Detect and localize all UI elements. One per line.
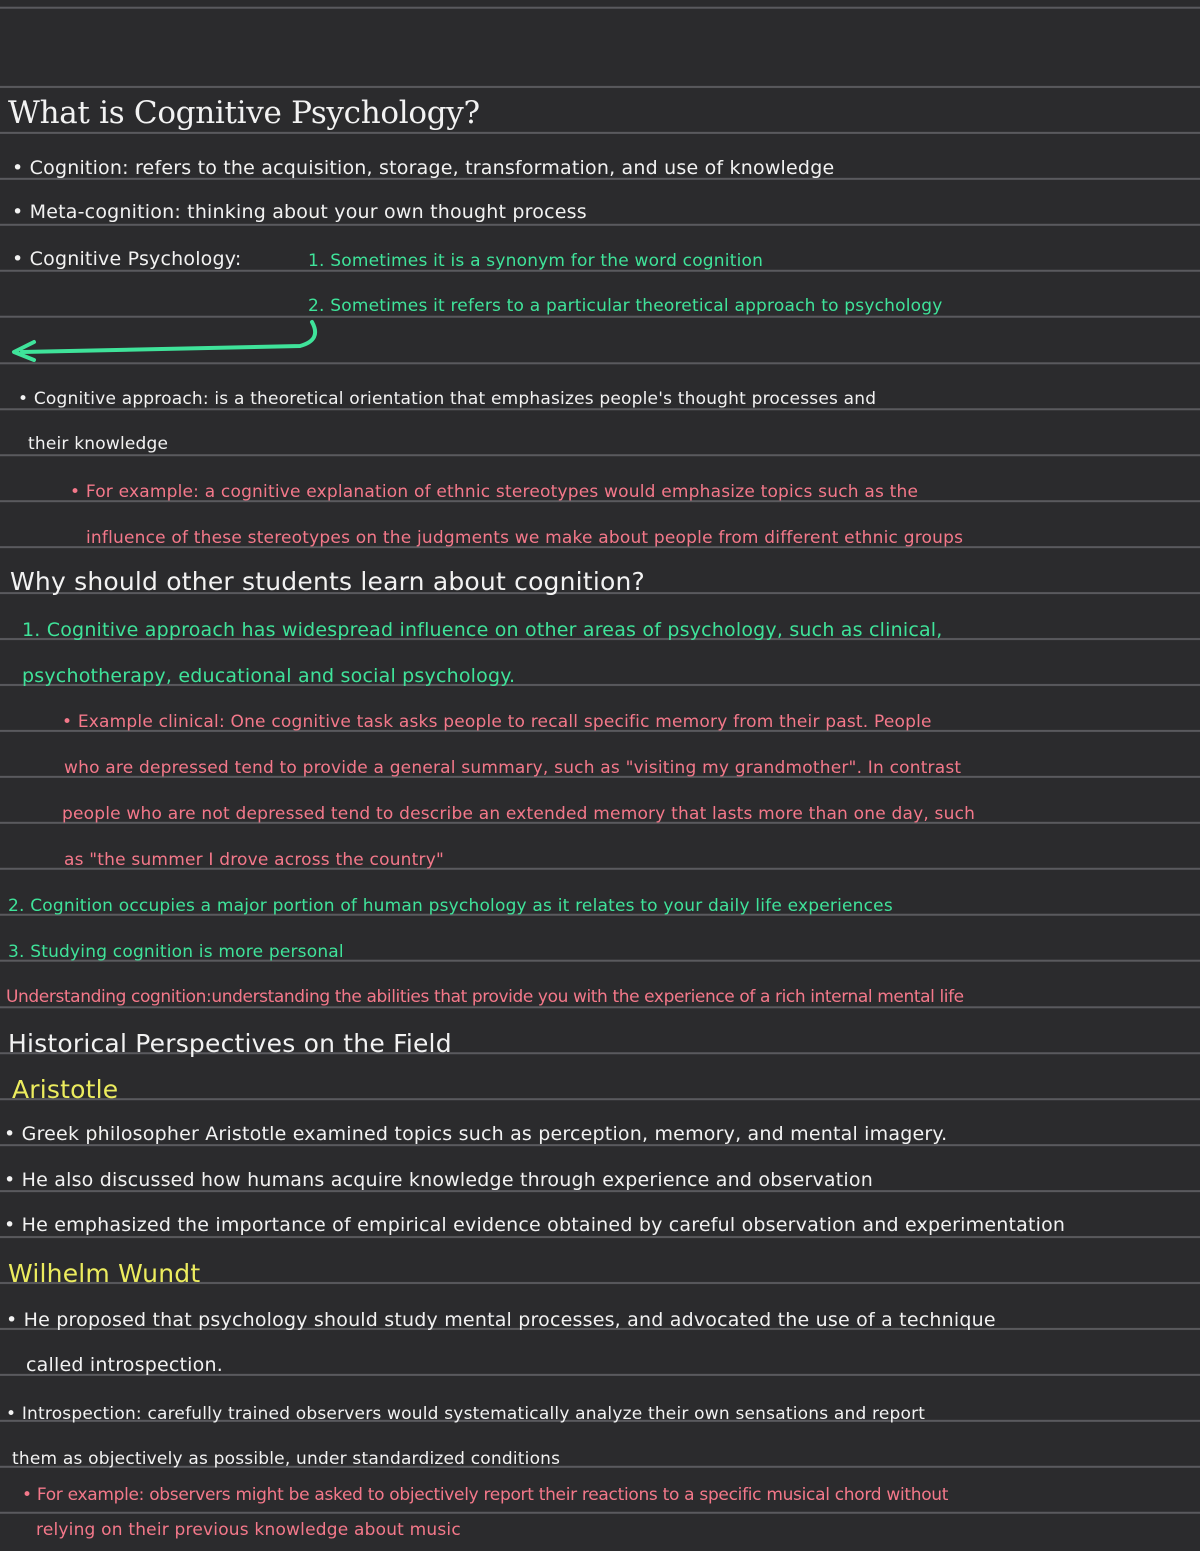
stereotype-example-line-1: • For example: a cognitive explanation of ethnic stereotypes would emphasize topics such as the	[70, 482, 919, 502]
wundt-example-line-1: • For example: observers might be asked to objectively report their reactions to a specific musical chord without	[22, 1485, 949, 1505]
understanding-cognition: Understanding cognition:understanding the abilities that provide you with the experience of a rich internal mental life	[6, 987, 964, 1007]
wundt-point-1-line-2: called introspection.	[26, 1354, 223, 1376]
reason-1-line-1: 1. Cognitive approach has widespread influence on other areas of psychology, such as clinical,	[22, 619, 943, 641]
reason-2: 2. Cognition occupies a major portion of human psychology as it relates to your daily life experiences	[8, 896, 893, 916]
cognitive-approach-line-1: • Cognitive approach: is a theoretical orientation that emphasizes people's thought processes and	[18, 389, 877, 409]
page-title: What is Cognitive Psychology?	[8, 95, 480, 131]
wundt-heading: Wilhelm Wundt	[8, 1259, 201, 1288]
reason-1-line-2: psychotherapy, educational and social psychology.	[22, 665, 516, 687]
wundt-point-1-line-1: • He proposed that psychology should study mental processes, and advocated the use of a technique	[6, 1309, 996, 1331]
stereotype-example-line-2: influence of these stereotypes on the judgments we make about people from different ethnic groups	[86, 528, 964, 548]
aristotle-point-1: • Greek philosopher Aristotle examined topics such as perception, memory, and mental imagery.	[4, 1123, 948, 1145]
historical-perspectives-heading: Historical Perspectives on the Field	[8, 1029, 452, 1058]
clinical-example-line-3: people who are not depressed tend to describe an extended memory that lasts more than one day, such	[62, 804, 976, 824]
wundt-example-line-2: relying on their previous knowledge about music	[36, 1520, 461, 1540]
cognitive-psychology-label: • Cognitive Psychology:	[12, 248, 242, 270]
clinical-example-line-2: who are depressed tend to provide a general summary, such as "visiting my grandmother". In contrast	[64, 758, 962, 778]
aristotle-point-3: • He emphasized the importance of empirical evidence obtained by careful observation and experimentation	[4, 1214, 1066, 1236]
aristotle-point-2: • He also discussed how humans acquire knowledge through experience and observation	[4, 1169, 873, 1191]
why-learn-heading: Why should other students learn about cognition?	[10, 567, 645, 596]
reason-3: 3. Studying cognition is more personal	[8, 942, 344, 962]
cognitive-psychology-meaning-1: 1. Sometimes it is a synonym for the word cognition	[308, 251, 764, 271]
introspection-line-2: them as objectively as possible, under standardized conditions	[12, 1449, 561, 1469]
cognitive-approach-line-2: their knowledge	[28, 434, 169, 454]
clinical-example-line-1: • Example clinical: One cognitive task asks people to recall specific memory from their past. People	[62, 712, 932, 732]
aristotle-heading: Aristotle	[12, 1075, 119, 1104]
cognitive-psychology-meaning-2: 2. Sometimes it refers to a particular theoretical approach to psychology	[308, 296, 943, 316]
introspection-line-1: • Introspection: carefully trained observers would systematically analyze their own sensations and report	[6, 1404, 926, 1424]
clinical-example-line-4: as "the summer I drove across the country"	[64, 850, 444, 870]
metacognition-definition: • Meta-cognition: thinking about your own thought process	[12, 201, 587, 223]
cognition-definition: • Cognition: refers to the acquisition, storage, transformation, and use of knowledge	[12, 157, 835, 179]
